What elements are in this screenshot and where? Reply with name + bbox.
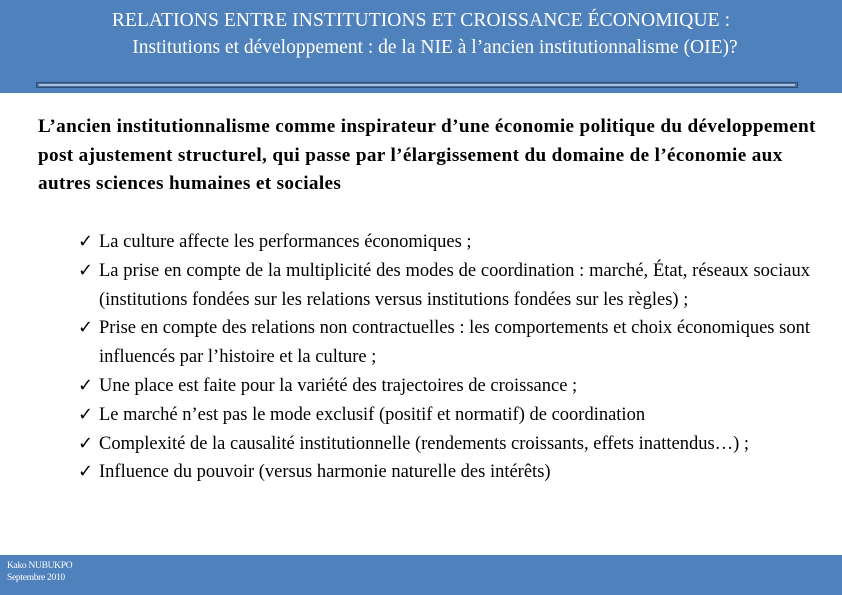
checkmark-icon: ✓ bbox=[78, 317, 94, 339]
bullet-text: Le marché n’est pas le mode exclusif (positif et normatif) de coordination bbox=[99, 404, 646, 425]
bullet-item bbox=[78, 257, 810, 315]
checkmark-icon: ✓ bbox=[78, 461, 94, 483]
author-date: Septembre 2010 bbox=[7, 573, 65, 583]
bullet-item bbox=[78, 458, 810, 487]
bullet-text: Complexité de la causalité institutionnelle (rendements croissants, effets inattendus…) ; bbox=[99, 433, 750, 454]
bullet-text: La culture affecte les performances économiques ; bbox=[99, 232, 472, 252]
bullet-item bbox=[78, 228, 810, 257]
author-name: Kako NUBUKPO bbox=[7, 561, 73, 571]
bullet-item bbox=[78, 372, 810, 401]
slide-title: RELATIONS ENTRE INSTITUTIONS ET CROISSANCE ÉCONOMIQUE : bbox=[111, 10, 731, 31]
bullet-text: La prise en compte de la multiplicité des modes de coordination : marché, État, réseaux sociaux (institutions fondées sur les relations versus institutions fondées sur les règles) ; bbox=[99, 260, 810, 310]
checkmark-icon: ✓ bbox=[78, 259, 94, 281]
checkmark-icon: ✓ bbox=[78, 374, 94, 396]
checkmark-icon: ✓ bbox=[78, 432, 94, 454]
bullet-text: Influence du pouvoir (versus harmonie naturelle des intérêts) bbox=[99, 462, 551, 483]
checkmark-icon: ✓ bbox=[78, 231, 94, 252]
bullet-list bbox=[78, 228, 810, 487]
title-divider bbox=[36, 82, 798, 88]
bullet-item bbox=[78, 430, 810, 459]
bullet-text: Une place est faite pour la variété des trajectoires de croissance ; bbox=[99, 375, 578, 396]
bullet-item bbox=[78, 401, 810, 430]
lead-paragraph: L’ancien institutionnalisme comme inspirateur d’une économie politique du développement post ajustement structurel, qui passe par l’élargissement du domaine de l’économie aux autres sciences humaines et sociales bbox=[38, 116, 816, 194]
bullet-text: Prise en compte des relations non contractuelles : les comportements et choix économiques sont influencés par l’histoire et la culture ; bbox=[99, 318, 810, 368]
checkmark-icon: ✓ bbox=[78, 403, 94, 425]
slide-subtitle: Institutions et développement : de la NIE à l’ancien institutionnalisme (OIE)? bbox=[132, 37, 738, 58]
bullet-item bbox=[78, 314, 810, 372]
footer-band bbox=[0, 555, 842, 595]
author-credit bbox=[7, 560, 72, 584]
